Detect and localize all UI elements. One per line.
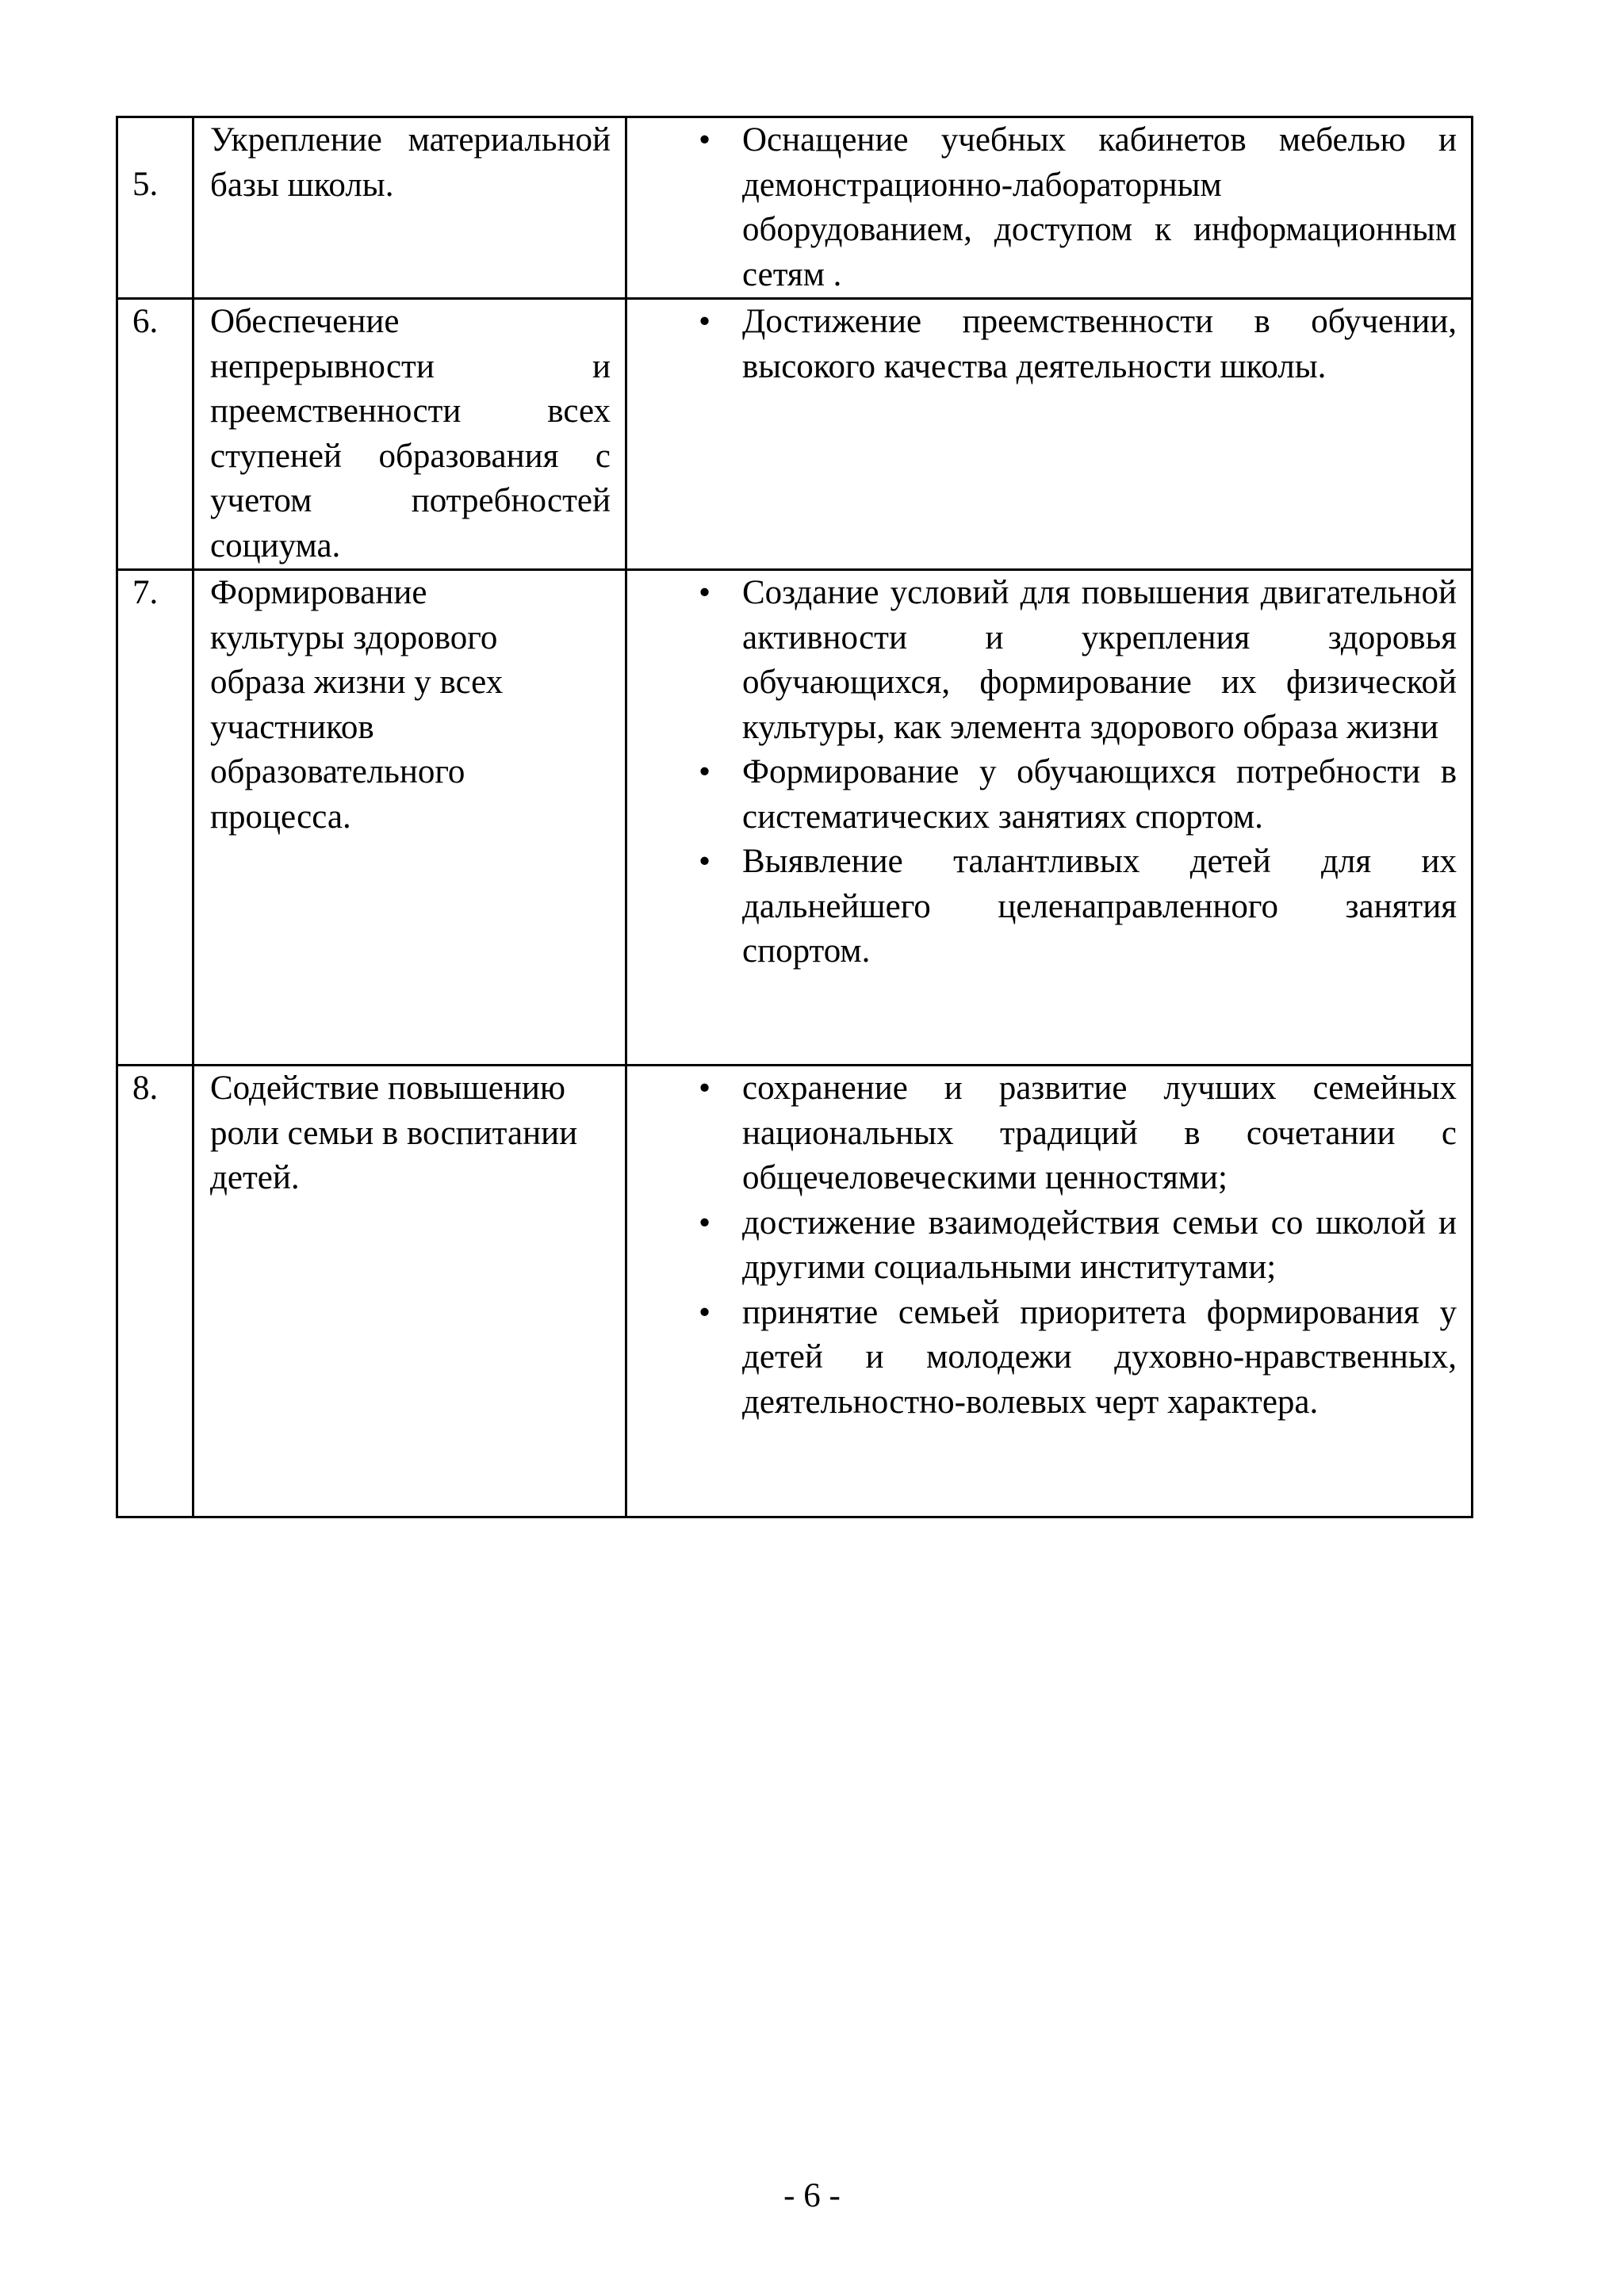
bullet-icon: • xyxy=(699,121,711,159)
goal-cell xyxy=(193,1066,626,1517)
bullet-icon: • xyxy=(699,574,711,611)
task-text: принятие семьей приоритета формирования у детей и молодежи духовно-нравственных, деятельностно-волевых черт характера. xyxy=(742,1293,1457,1421)
tasks-cell xyxy=(626,299,1473,570)
list-item xyxy=(627,571,1457,750)
bullet-icon: • xyxy=(699,303,711,340)
task-text: Выявление талантливых детей для их дальнейшего целенаправленного занятия спортом. xyxy=(742,843,1457,970)
task-text: сохранение и развитие лучших семейных национальных традиций в сочетании с общечеловеческими ценностями; xyxy=(742,1070,1457,1196)
tasks-cell xyxy=(626,570,1473,1066)
list-item xyxy=(627,118,1457,297)
task-text: Оснащение учебных кабинетов мебелью и демонстрационно-лабораторным оборудованием, доступом к информационным сетям . xyxy=(742,121,1457,293)
table-row xyxy=(117,299,1473,570)
bullet-icon: • xyxy=(699,1293,711,1331)
page-number: - 6 - xyxy=(783,2177,841,2214)
table-row xyxy=(117,1066,1473,1517)
task-text: Формирование у обучающихся потребности в систематических занятиях спортом. xyxy=(742,753,1457,836)
goal-cell xyxy=(193,570,626,1066)
goal-text: Обеспечение непрерывности и преемственности всех ступеней образования с учетом потребностей социума. xyxy=(210,303,611,564)
row-number: 5. xyxy=(132,166,159,203)
task-text: достижение взаимодействия семьи со школой и другими социальными институтами; xyxy=(742,1203,1457,1286)
row-number-cell xyxy=(117,117,193,299)
task-list xyxy=(627,571,1457,974)
list-item xyxy=(627,840,1457,974)
list-item xyxy=(627,1066,1457,1201)
goal-text: Содействие повышению роли семьи в воспитании детей. xyxy=(210,1070,578,1196)
bullet-icon: • xyxy=(699,843,711,880)
list-item xyxy=(627,750,1457,840)
table-row xyxy=(117,117,1473,299)
task-text: Достижение преемственности в обучении, высокого качества деятельности школы. xyxy=(742,303,1457,385)
row-number-cell xyxy=(117,570,193,1066)
list-item xyxy=(627,1291,1457,1425)
bullet-icon: • xyxy=(699,1203,711,1242)
list-item xyxy=(627,300,1457,389)
task-list xyxy=(627,300,1457,389)
table-row xyxy=(117,570,1473,1066)
goal-cell xyxy=(193,117,626,299)
tasks-cell xyxy=(626,117,1473,299)
bullet-icon: • xyxy=(699,753,711,790)
task-list xyxy=(627,1066,1457,1425)
goals-table xyxy=(116,116,1473,1518)
goal-cell xyxy=(193,299,626,570)
goal-text: Укрепление материальной базы школы. xyxy=(210,121,611,204)
row-number: 8. xyxy=(132,1070,159,1107)
task-list xyxy=(627,118,1457,297)
row-number-cell xyxy=(117,1066,193,1517)
bullet-icon: • xyxy=(699,1070,711,1107)
goal-text: Формирование культуры здорового образа жизни у всех участников образовательного процесса. xyxy=(210,574,504,836)
row-number: 6. xyxy=(132,303,159,340)
row-number-cell xyxy=(117,299,193,570)
tasks-cell xyxy=(626,1066,1473,1517)
task-text: Создание условий для повышения двигательной активности и укрепления здоровья обучающихся, формирование их физической культуры, как элемента здорового образа жизни xyxy=(742,574,1457,746)
list-item xyxy=(627,1201,1457,1291)
row-number: 7. xyxy=(132,574,159,611)
